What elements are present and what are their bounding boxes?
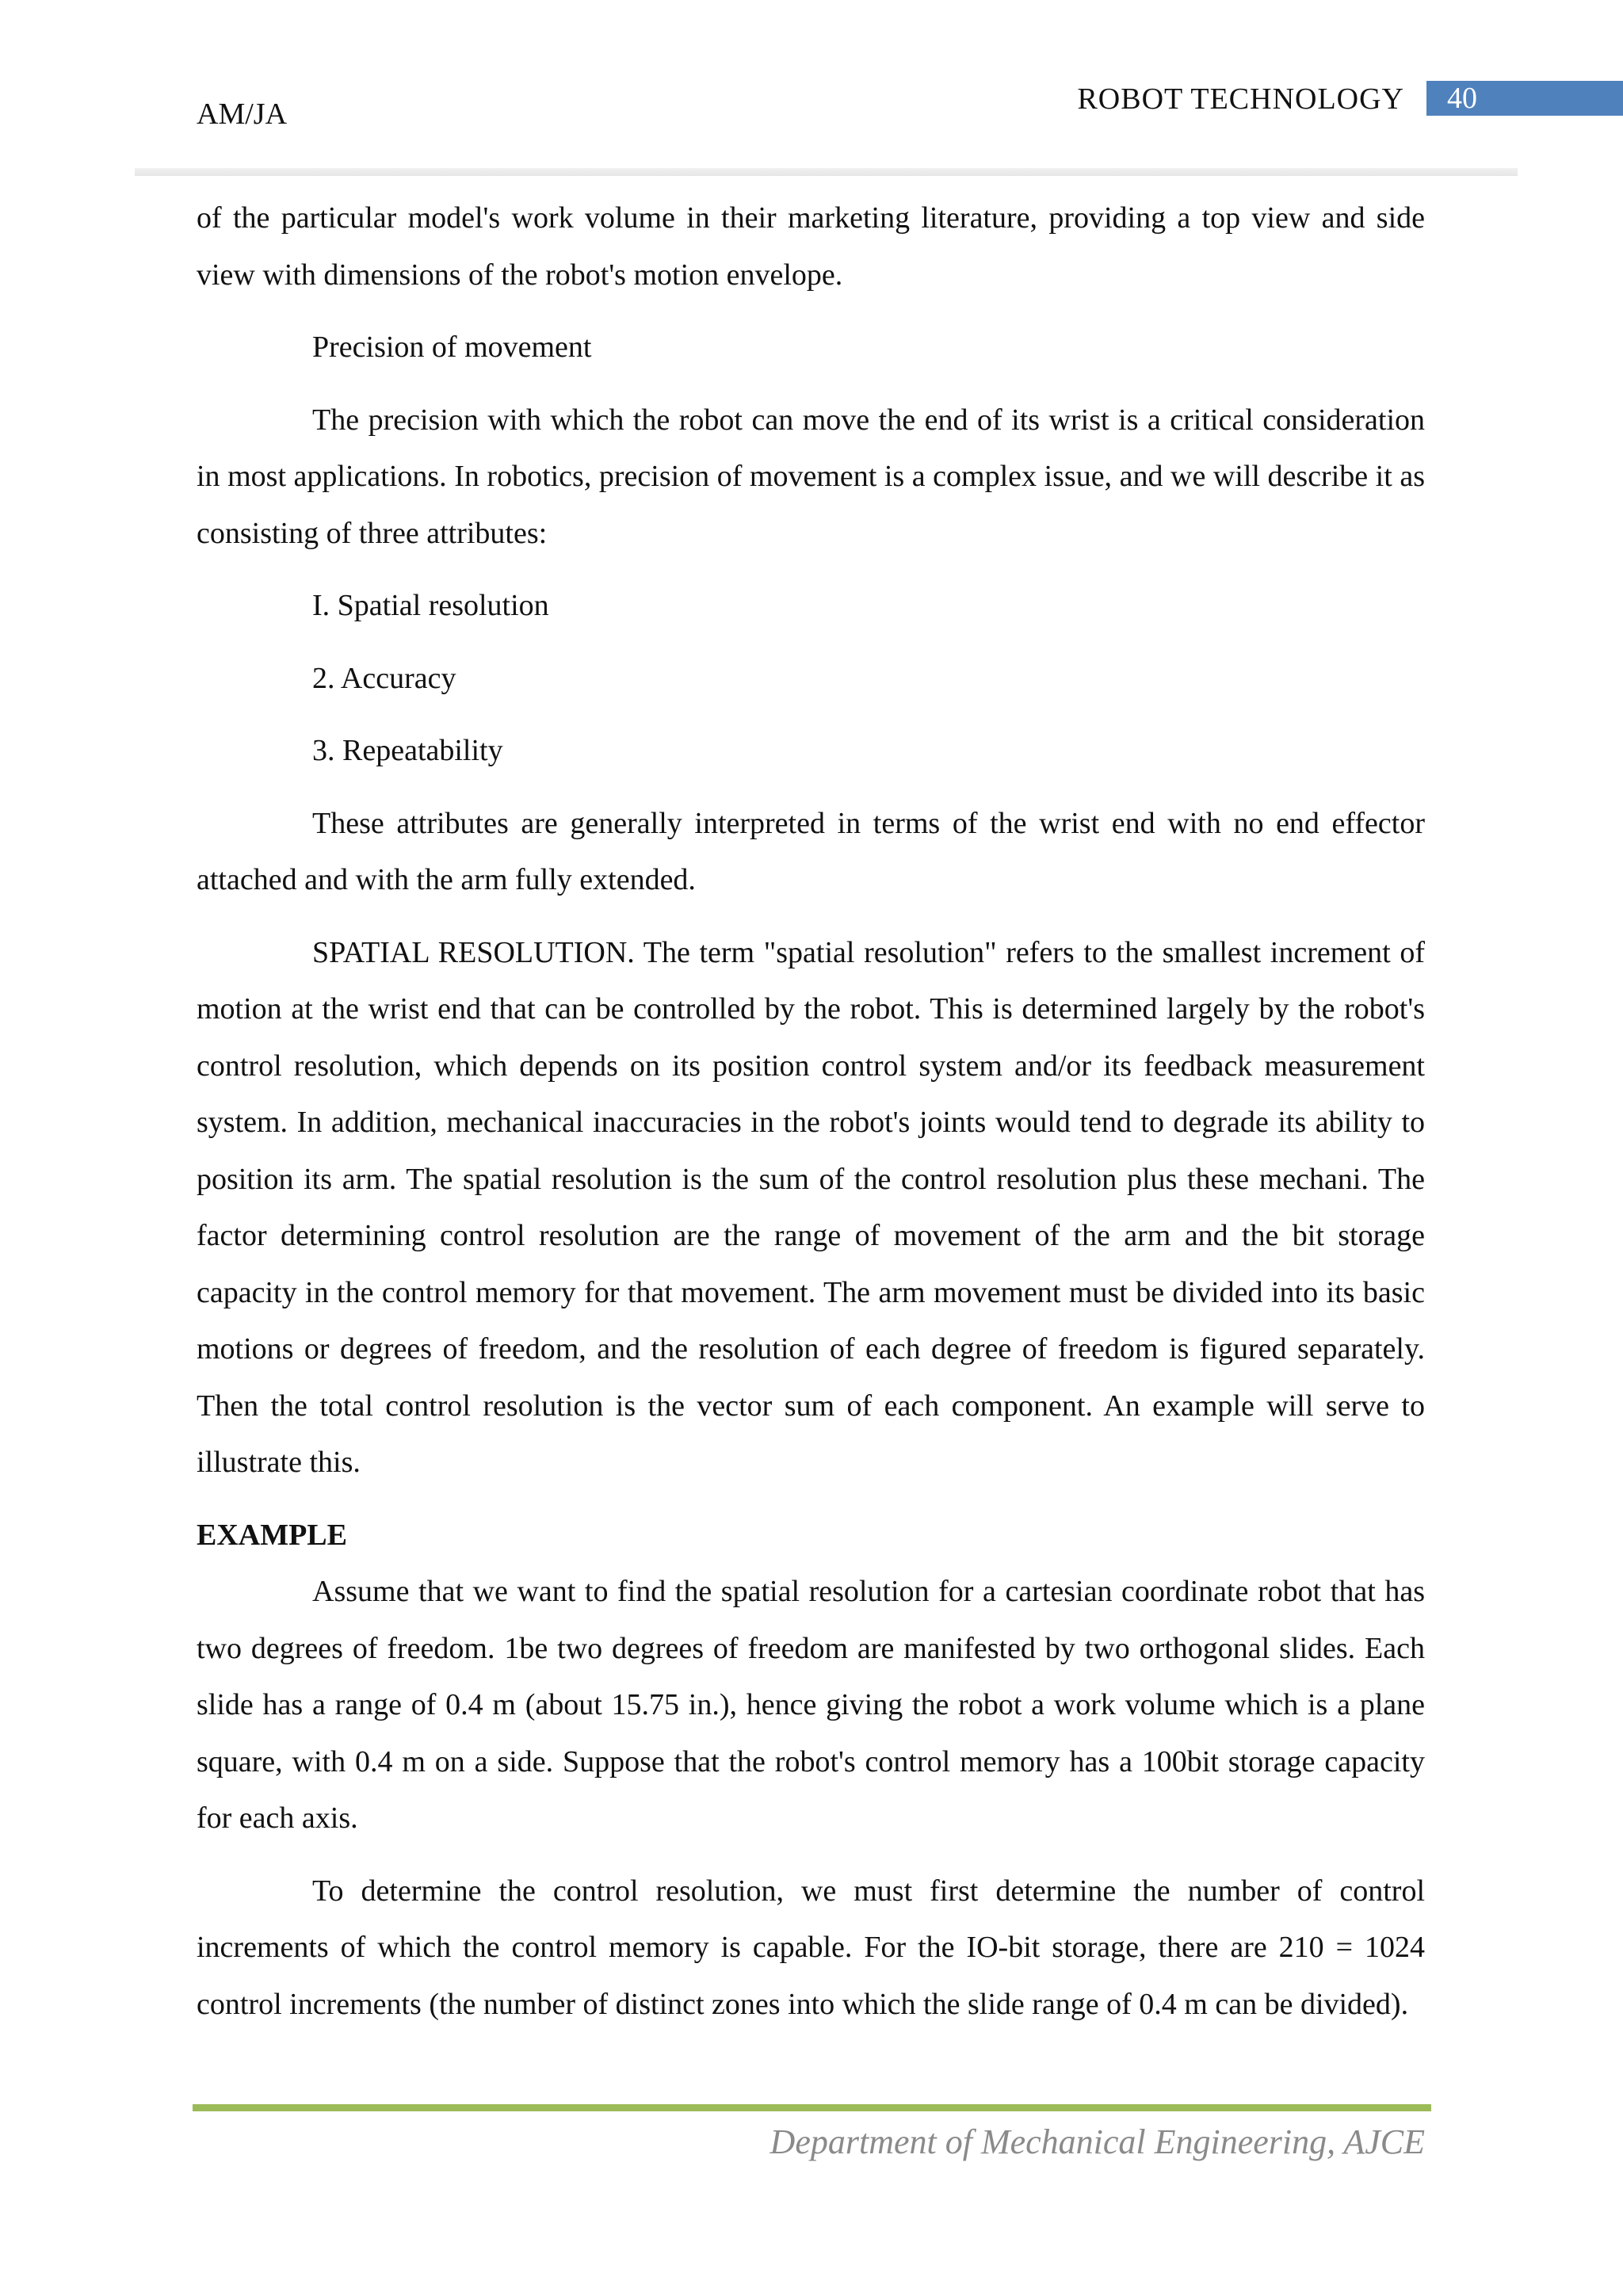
header-author: AM/JA bbox=[197, 97, 288, 131]
paragraph-precision: The precision with which the robot can move the end of its wrist is a critical consideration in most applications. In robotics, precision of movement is a complex issue, and we will describe it as consisting of three attributes: bbox=[197, 403, 1425, 550]
list-item-accuracy: 2. Accuracy bbox=[312, 661, 456, 695]
header-divider bbox=[135, 168, 1518, 176]
paragraph-continuation: of the particular model's work volume in their marketing literature, providing a top view and side view with dimensions of the robot's motion envelope. bbox=[197, 201, 1425, 292]
paragraph-spatial-resolution: SPATIAL RESOLUTION. The term "spatial resolution" refers to the smallest increment of motion at the wrist end that can be controlled by the robot. This is determined largely by the robot's control resolution, which depends on its position control system and/or its feedback measurement system. In addition, mechanical inaccuracies in the robot's joints would tend to degrade its ability to position its arm. The spatial resolution is the sum of the control resolution plus these mechani. The factor determining control resolution are the range of movement of the arm and the bit storage capacity in the control memory for that movement. The arm movement must be divided into its basic motions or degrees of freedom, and the resolution of each degree of freedom is figured separately. Then the total control resolution is the vector sum of each component. An example will serve to illustrate this. bbox=[197, 935, 1425, 1479]
list-item-repeatability: 3. Repeatability bbox=[312, 734, 503, 767]
page-number-badge: 40 bbox=[1426, 81, 1623, 116]
footer-department: Department of Mechanical Engineering, AJCE bbox=[769, 2122, 1425, 2161]
list-item-spatial-resolution: I. Spatial resolution bbox=[312, 589, 549, 622]
paragraph-attributes: These attributes are generally interpreted in terms of the wrist end with no end effector attached and with the arm fully extended. bbox=[197, 806, 1425, 896]
header-title: ROBOT TECHNOLOGY bbox=[1077, 82, 1404, 116]
paragraph-control-resolution: To determine the control resolution, we must first determine the number of control increments of which the control memory is capable. For the IO-bit storage, there are 210 = 1024 control increments (the number of distinct zones into which the slide range of 0.4 m can be divided). bbox=[197, 1874, 1425, 2021]
subheading-precision: Precision of movement bbox=[312, 330, 592, 364]
page-body bbox=[197, 190, 1425, 2049]
footer-divider bbox=[193, 2104, 1431, 2111]
example-heading: EXAMPLE bbox=[197, 1518, 347, 1552]
paragraph-example: Assume that we want to find the spatial resolution for a cartesian coordinate robot that has two degrees of freedom. 1be two degrees of freedom are manifested by two orthogonal slides. Each slide has a range of 0.4 m (about 15.75 in.), hence giving the robot a work volume which is a plane square, with 0.4 m on a side. Suppose that the robot's control memory has a 100bit storage capacity for each axis. bbox=[197, 1575, 1425, 1835]
